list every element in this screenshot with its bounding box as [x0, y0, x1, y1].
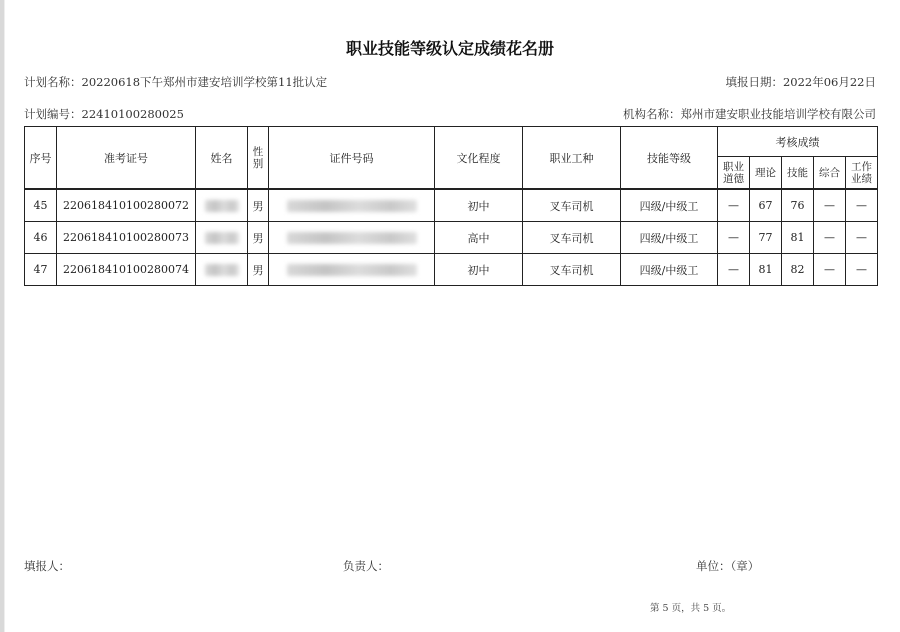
cell-gender: 男 [248, 254, 269, 286]
cell-id-no [269, 222, 435, 254]
org-name-value: 郑州市建安职业技能培训学校有限公司 [680, 107, 876, 121]
cell-work: — [846, 222, 878, 254]
cell-overall: — [814, 189, 846, 222]
cell-ticket: 220618410100280072 [57, 189, 196, 222]
scroll-edge-line [4, 0, 5, 632]
cell-education: 初中 [435, 254, 523, 286]
plan-name [24, 74, 327, 90]
cell-seq: 46 [25, 222, 57, 254]
header-gender: 性别 [248, 127, 269, 190]
cell-skill: 82 [782, 254, 814, 286]
cell-gender: 男 [248, 189, 269, 222]
cell-name [196, 254, 248, 286]
header-name: 姓名 [196, 127, 248, 190]
header-occupation: 职业工种 [523, 127, 621, 190]
cell-seq: 45 [25, 189, 57, 222]
cell-ethics: — [718, 222, 750, 254]
filler-label: 填报人： [24, 559, 70, 573]
cell-theory: 81 [750, 254, 782, 286]
page-info: 第 5 页，共 5 页。 [650, 603, 732, 614]
fill-date-value: 2022年06月22日 [782, 75, 876, 89]
header-education: 文化程度 [435, 127, 523, 190]
plan-name-label: 计划名称： [24, 75, 82, 89]
cell-work: — [846, 189, 878, 222]
header-theory: 理论 [750, 157, 782, 190]
cell-theory: 67 [750, 189, 782, 222]
cell-name [196, 189, 248, 222]
header-ethics: 职业道德 [718, 157, 750, 190]
cell-level: 四级/中级工 [621, 189, 718, 222]
redacted-name [205, 232, 239, 244]
cell-ticket: 220618410100280074 [57, 254, 196, 286]
table-row [25, 254, 878, 286]
header-overall: 综合 [814, 157, 846, 190]
redacted-id [287, 200, 417, 212]
table-row [25, 189, 878, 222]
redacted-id [287, 232, 417, 244]
cell-seq: 47 [25, 254, 57, 286]
cell-skill: 81 [782, 222, 814, 254]
cell-level: 四级/中级工 [621, 254, 718, 286]
redacted-name [205, 200, 239, 212]
cell-work: — [846, 254, 878, 286]
cell-occupation: 叉车司机 [523, 189, 621, 222]
owner-label: 负责人： [343, 559, 389, 573]
header-seq: 序号 [25, 127, 57, 190]
cell-education: 初中 [435, 189, 523, 222]
cell-name [196, 222, 248, 254]
cell-occupation: 叉车司机 [523, 222, 621, 254]
header-skill: 技能 [782, 157, 814, 190]
cell-theory: 77 [750, 222, 782, 254]
cell-ticket: 220618410100280073 [57, 222, 196, 254]
cell-education: 高中 [435, 222, 523, 254]
score-table [24, 126, 878, 286]
table-row [25, 222, 878, 254]
cell-ethics: — [718, 254, 750, 286]
header-level: 技能等级 [621, 127, 718, 190]
unit-label: 单位：（章） [696, 559, 760, 573]
cell-gender: 男 [248, 222, 269, 254]
redacted-name [205, 264, 239, 276]
document-title: 职业技能等级认定成绩花名册 [345, 39, 554, 58]
org-name-label: 机构名称： [623, 107, 681, 121]
redacted-id [287, 264, 417, 276]
plan-name-value: 20220618下午郑州市建安培训学校第11批认定 [81, 75, 328, 89]
cell-ethics: — [718, 189, 750, 222]
org-name [623, 106, 876, 122]
cell-overall: — [814, 254, 846, 286]
fill-date-label: 填报日期： [725, 75, 783, 89]
header-id-no: 证件号码 [269, 127, 435, 190]
cell-skill: 76 [782, 189, 814, 222]
header-scores: 考核成绩 [718, 127, 878, 157]
cell-level: 四级/中级工 [621, 222, 718, 254]
cell-id-no [269, 189, 435, 222]
plan-no-value: 22410100280025 [81, 107, 184, 121]
cell-overall: — [814, 222, 846, 254]
cell-id-no [269, 254, 435, 286]
plan-no [24, 106, 184, 122]
header-work: 工作业绩 [846, 157, 878, 190]
fill-date [725, 74, 876, 90]
header-ticket: 准考证号 [57, 127, 196, 190]
plan-no-label: 计划编号： [24, 107, 82, 121]
cell-occupation: 叉车司机 [523, 254, 621, 286]
